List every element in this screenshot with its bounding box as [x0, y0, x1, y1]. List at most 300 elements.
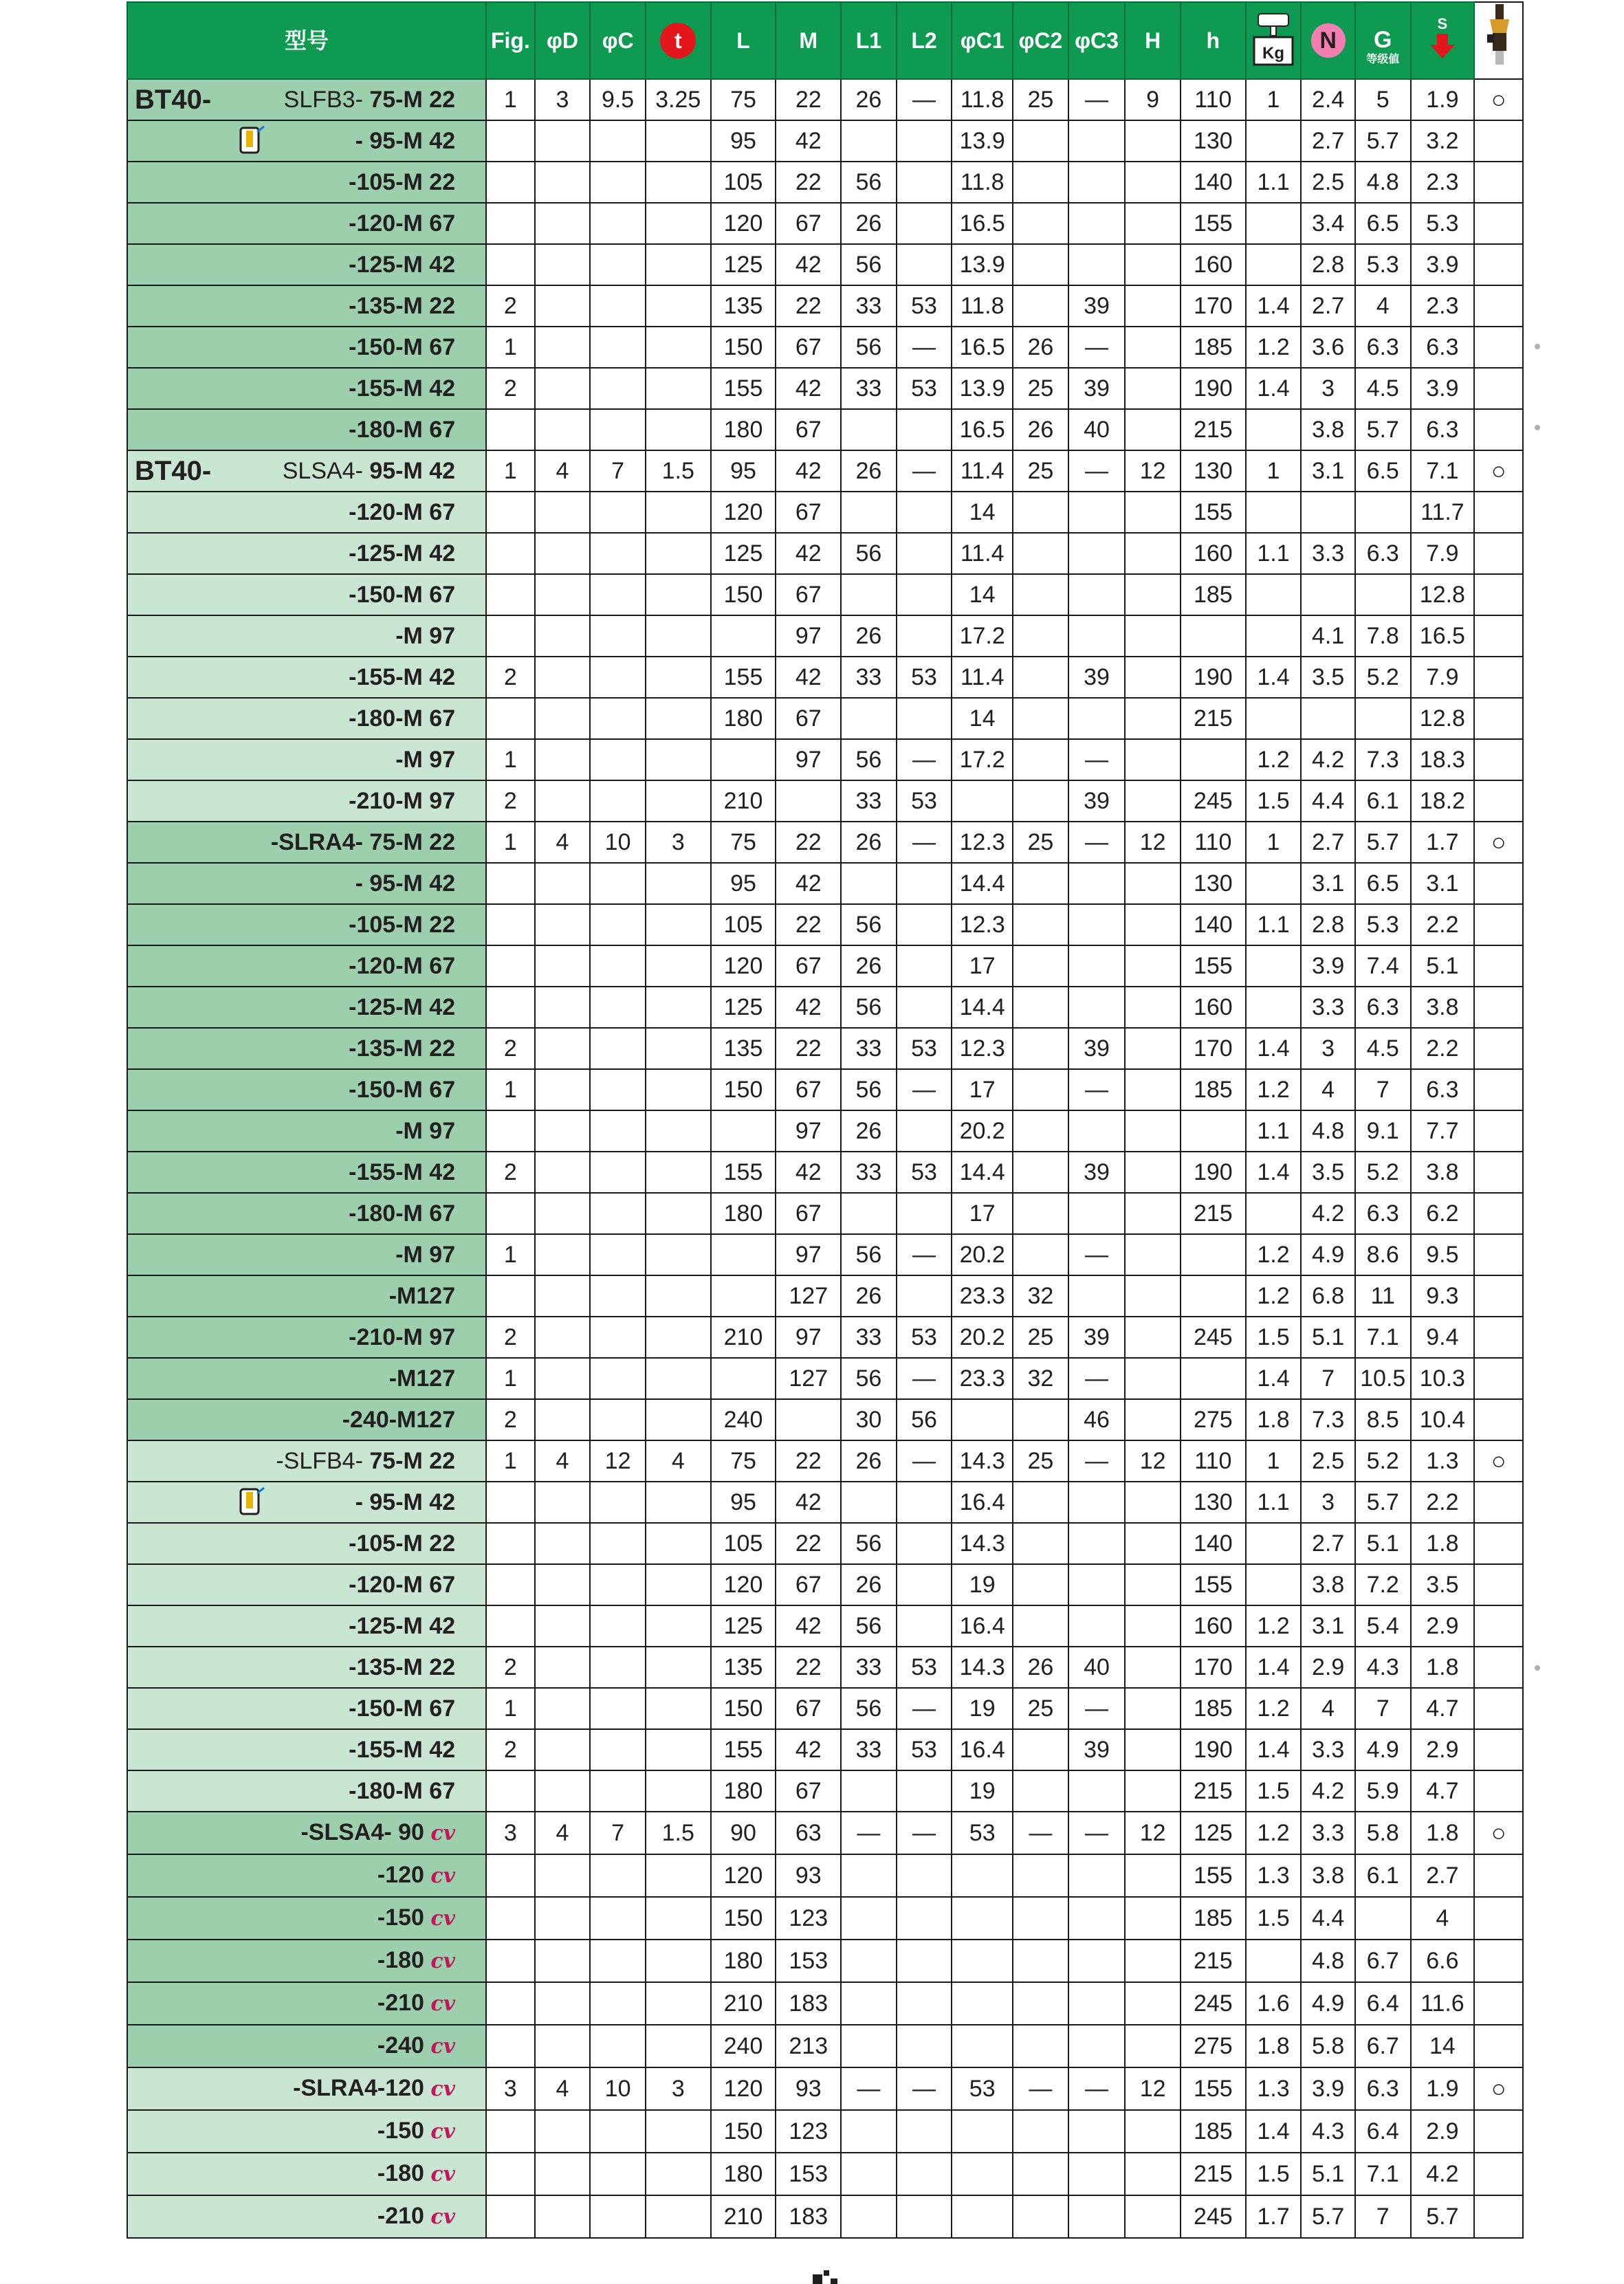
cell-c3: —	[1068, 739, 1126, 780]
cell-l: 75	[711, 1440, 776, 1482]
cell-d	[535, 1482, 591, 1523]
cell-l: 240	[711, 2025, 776, 2067]
cell-g: 5.3	[1355, 244, 1411, 285]
cell-l1	[841, 2110, 897, 2153]
cell-h-upper	[1125, 409, 1181, 450]
cell-c	[590, 1605, 646, 1647]
cell-c3	[1068, 1523, 1126, 1564]
cell-l1: 33	[841, 285, 897, 327]
cell-c2	[1013, 1110, 1068, 1152]
cell-h-lower: 215	[1181, 1940, 1246, 1982]
cell-c	[590, 945, 646, 987]
cell-c	[590, 1234, 646, 1275]
cell-h-lower	[1181, 615, 1246, 657]
cell-l: 180	[711, 2153, 776, 2195]
cell-s: 2.9	[1411, 2110, 1475, 2153]
cell-stock	[1474, 2025, 1523, 2067]
cell-weight: 1.2	[1246, 1688, 1302, 1729]
cell-c1: 16.5	[952, 327, 1013, 368]
margin-dot	[1535, 1665, 1540, 1671]
cell-l2	[897, 2110, 952, 2153]
cell-weight	[1246, 698, 1302, 739]
cell-t	[646, 1982, 711, 2025]
cell-g: 8.6	[1355, 1234, 1411, 1275]
cell-fig	[486, 409, 535, 450]
cell-c	[590, 492, 646, 533]
weight-scale-icon	[1251, 10, 1295, 72]
cell-n: 4.2	[1301, 1193, 1355, 1234]
cell-l2	[897, 1482, 952, 1523]
model-cell: -240-M127	[127, 1399, 486, 1440]
cell-c1: 20.2	[952, 1234, 1013, 1275]
cell-l: 120	[711, 492, 776, 533]
cell-h-upper	[1125, 1317, 1181, 1358]
cell-d	[535, 1729, 591, 1770]
cell-weight: 1.4	[1246, 1358, 1302, 1399]
cell-c2	[1013, 987, 1068, 1028]
model-cell: -155-M 42	[127, 368, 486, 409]
cell-m: 67	[776, 574, 841, 615]
cell-weight	[1246, 244, 1302, 285]
cell-h-upper	[1125, 1564, 1181, 1605]
cell-c2: 25	[1013, 450, 1068, 492]
cell-s: 9.5	[1411, 1234, 1475, 1275]
cell-d	[535, 904, 591, 945]
cell-l	[711, 1234, 776, 1275]
cell-l1: 26	[841, 945, 897, 987]
table-row	[127, 574, 1523, 615]
cell-l2: —	[897, 1234, 952, 1275]
cell-c1: 16.4	[952, 1605, 1013, 1647]
cell-s: 12.8	[1411, 574, 1475, 615]
cell-m: 42	[776, 450, 841, 492]
cell-h-upper	[1125, 945, 1181, 987]
cell-n: 4.8	[1301, 1940, 1355, 1982]
cell-h-lower: 185	[1181, 2110, 1246, 2153]
cell-stock	[1474, 1399, 1523, 1440]
cell-h-lower: 160	[1181, 533, 1246, 574]
cell-stock: ○	[1474, 1812, 1523, 1854]
table-row	[127, 1275, 1523, 1317]
cell-l2: 53	[897, 285, 952, 327]
cell-fig: 2	[486, 1152, 535, 1193]
cell-s: 1.8	[1411, 1523, 1475, 1564]
cell-c3	[1068, 1110, 1126, 1152]
cell-g: 7.1	[1355, 1317, 1411, 1358]
table-body	[127, 79, 1523, 2238]
cell-m: 67	[776, 1688, 841, 1729]
cell-l2	[897, 1193, 952, 1234]
cell-l2: 53	[897, 1152, 952, 1193]
cell-weight: 1.2	[1246, 327, 1302, 368]
cell-t	[646, 863, 711, 904]
cell-h-upper	[1125, 2025, 1181, 2067]
cell-c2	[1013, 2110, 1068, 2153]
cell-g: 4.5	[1355, 368, 1411, 409]
cell-c2: 25	[1013, 822, 1068, 863]
table-row	[127, 1605, 1523, 1647]
cell-l: 150	[711, 1688, 776, 1729]
cell-s: 6.3	[1411, 409, 1475, 450]
cell-c3: —	[1068, 1688, 1126, 1729]
cell-l1	[841, 2153, 897, 2195]
cell-fig: 2	[486, 1317, 535, 1358]
cell-g: 5.8	[1355, 1812, 1411, 1854]
cell-d	[535, 1110, 591, 1152]
cell-c	[590, 1193, 646, 1234]
cell-c1	[952, 1982, 1013, 2025]
cell-c1	[952, 2025, 1013, 2067]
cell-weight: 1.4	[1246, 285, 1302, 327]
cell-stock: ○	[1474, 822, 1523, 863]
cell-h-lower: 190	[1181, 1152, 1246, 1193]
cell-d	[535, 2153, 591, 2195]
cell-c1: 17	[952, 1069, 1013, 1110]
cell-m: 42	[776, 244, 841, 285]
cell-l1: 56	[841, 1688, 897, 1729]
table-row	[127, 2067, 1523, 2110]
cell-c2	[1013, 657, 1068, 698]
model-cell: -120-M 67	[127, 945, 486, 987]
model-cell: - 95-M 42	[127, 120, 486, 162]
cell-weight: 1.2	[1246, 739, 1302, 780]
cell-h-upper	[1125, 1647, 1181, 1688]
cell-g: 10.5	[1355, 1358, 1411, 1399]
cell-l: 95	[711, 120, 776, 162]
spec-table	[127, 1, 1524, 2239]
cell-h-upper	[1125, 120, 1181, 162]
cell-c3: —	[1068, 79, 1126, 120]
model-cell: -180-M 67	[127, 409, 486, 450]
cell-c	[590, 120, 646, 162]
cell-weight: 1.2	[1246, 1812, 1302, 1854]
cell-stock	[1474, 1234, 1523, 1275]
cell-d	[535, 492, 591, 533]
cell-d	[535, 1028, 591, 1069]
cell-h-upper	[1125, 492, 1181, 533]
cell-c	[590, 1028, 646, 1069]
cell-g: 7	[1355, 2195, 1411, 2238]
model-cell: -125-M 42	[127, 1605, 486, 1647]
cell-l2: —	[897, 1358, 952, 1399]
table-row	[127, 945, 1523, 987]
model-cell: -125-M 42	[127, 987, 486, 1028]
cell-stock	[1474, 1854, 1523, 1897]
cell-fig	[486, 1523, 535, 1564]
cell-d: 4	[535, 822, 591, 863]
cell-weight: 1.7	[1246, 2195, 1302, 2238]
col-d: φD	[535, 2, 591, 79]
cell-c3: 46	[1068, 1399, 1126, 1440]
cell-weight: 1.4	[1246, 657, 1302, 698]
cell-l2: —	[897, 739, 952, 780]
cell-h-upper	[1125, 1897, 1181, 1940]
cell-stock	[1474, 698, 1523, 739]
cell-l1: —	[841, 1812, 897, 1854]
cell-s: 18.2	[1411, 780, 1475, 822]
cell-h-upper	[1125, 2110, 1181, 2153]
cell-t	[646, 1897, 711, 1940]
margin-dot	[1535, 425, 1540, 430]
cell-l2	[897, 945, 952, 987]
cell-c	[590, 162, 646, 203]
cell-fig	[486, 1482, 535, 1523]
model-cell: -180 cv	[127, 2153, 486, 2195]
cell-stock	[1474, 368, 1523, 409]
cell-c1: 20.2	[952, 1110, 1013, 1152]
cell-fig: 2	[486, 657, 535, 698]
cell-c2	[1013, 904, 1068, 945]
cell-c2	[1013, 1482, 1068, 1523]
cell-m: 153	[776, 2153, 841, 2195]
cell-h-upper	[1125, 203, 1181, 244]
cell-h-lower: 110	[1181, 822, 1246, 863]
cell-c2: 32	[1013, 1358, 1068, 1399]
cell-n	[1301, 574, 1355, 615]
cell-weight: 1	[1246, 450, 1302, 492]
cell-g: 5.7	[1355, 409, 1411, 450]
cell-l1	[841, 2195, 897, 2238]
cell-fig	[486, 2025, 535, 2067]
cell-g: 11	[1355, 1275, 1411, 1317]
cell-c3: —	[1068, 1440, 1126, 1482]
cell-d: 4	[535, 1440, 591, 1482]
cell-c2	[1013, 1193, 1068, 1234]
cell-c1: 17.2	[952, 615, 1013, 657]
cell-c: 12	[590, 1440, 646, 1482]
cell-fig	[486, 987, 535, 1028]
cell-l: 75	[711, 79, 776, 120]
model-cell: -120-M 67	[127, 203, 486, 244]
cell-c	[590, 1482, 646, 1523]
model-cell: -180-M 67	[127, 698, 486, 739]
model-cell: -SLSA4- 90 cv	[127, 1812, 486, 1854]
model-cell: -105-M 22	[127, 904, 486, 945]
cell-l1: 56	[841, 533, 897, 574]
cell-c2	[1013, 1069, 1068, 1110]
cell-stock: ○	[1474, 79, 1523, 120]
cell-d	[535, 203, 591, 244]
cell-g: 5.9	[1355, 1770, 1411, 1812]
cell-m	[776, 1399, 841, 1440]
cell-c2	[1013, 1897, 1068, 1940]
cell-fig: 2	[486, 1399, 535, 1440]
cell-g: 5.2	[1355, 1440, 1411, 1482]
cell-t	[646, 739, 711, 780]
cell-h-upper: 12	[1125, 822, 1181, 863]
cell-d	[535, 1193, 591, 1234]
cell-l1: 56	[841, 987, 897, 1028]
cell-s: 6.3	[1411, 1069, 1475, 1110]
cell-g: 6.3	[1355, 533, 1411, 574]
cell-g	[1355, 1897, 1411, 1940]
cell-c3	[1068, 904, 1126, 945]
cell-l2: —	[897, 1812, 952, 1854]
cell-n: 3.8	[1301, 1854, 1355, 1897]
cell-h-upper	[1125, 2195, 1181, 2238]
n-badge-icon: N	[1311, 23, 1346, 58]
table-row	[127, 1358, 1523, 1399]
cell-l2	[897, 904, 952, 945]
cell-l: 210	[711, 2195, 776, 2238]
cell-n: 7	[1301, 1358, 1355, 1399]
cell-t	[646, 1729, 711, 1770]
cell-n: 2.7	[1301, 120, 1355, 162]
cell-h-upper	[1125, 904, 1181, 945]
cell-weight	[1246, 615, 1302, 657]
model-cell: BT40- SLFB3- 75-M 22	[127, 79, 486, 120]
cell-l2	[897, 2153, 952, 2195]
cell-h-lower: 110	[1181, 79, 1246, 120]
cell-c2: —	[1013, 2067, 1068, 2110]
cell-l2	[897, 409, 952, 450]
cell-c3: 39	[1068, 285, 1126, 327]
cell-l1	[841, 698, 897, 739]
cell-stock	[1474, 1729, 1523, 1770]
cell-c3	[1068, 615, 1126, 657]
cell-c: 7	[590, 1812, 646, 1854]
cell-l2	[897, 1523, 952, 1564]
cell-s: 7.9	[1411, 657, 1475, 698]
cell-s: 18.3	[1411, 739, 1475, 780]
cell-h-lower	[1181, 739, 1246, 780]
cell-c1: 17	[952, 945, 1013, 987]
cell-stock	[1474, 780, 1523, 822]
cell-t	[646, 368, 711, 409]
cell-c3	[1068, 2195, 1126, 2238]
cell-fig: 2	[486, 780, 535, 822]
cell-l: 120	[711, 1564, 776, 1605]
model-cell: -150-M 67	[127, 1069, 486, 1110]
page-mark-icon	[811, 2269, 839, 2284]
cell-h-upper	[1125, 1028, 1181, 1069]
cell-c1: 16.4	[952, 1729, 1013, 1770]
cell-l: 150	[711, 327, 776, 368]
col-h-lower: h	[1181, 2, 1246, 79]
cell-s: 3.2	[1411, 120, 1475, 162]
cell-weight: 1.2	[1246, 1069, 1302, 1110]
table-row	[127, 409, 1523, 450]
cell-l1	[841, 1982, 897, 2025]
cell-l2: 56	[897, 1399, 952, 1440]
cell-fig	[486, 1982, 535, 2025]
cell-c2	[1013, 533, 1068, 574]
model-cell: -135-M 22	[127, 1647, 486, 1688]
cell-t	[646, 533, 711, 574]
cell-l2	[897, 615, 952, 657]
col-m: M	[776, 2, 841, 79]
cell-weight: 1.5	[1246, 780, 1302, 822]
cell-l2: —	[897, 79, 952, 120]
cell-l: 180	[711, 1193, 776, 1234]
model-cell: -180-M 67	[127, 1770, 486, 1812]
cell-c2	[1013, 2025, 1068, 2067]
cell-m: 22	[776, 162, 841, 203]
cell-n: 4.9	[1301, 1234, 1355, 1275]
cell-h-lower: 185	[1181, 1897, 1246, 1940]
cell-n: 3.9	[1301, 2067, 1355, 2110]
cell-h-lower: 185	[1181, 1688, 1246, 1729]
cell-t: 3	[646, 2067, 711, 2110]
cell-l1: 56	[841, 904, 897, 945]
cell-m: 67	[776, 1564, 841, 1605]
cell-l2: —	[897, 822, 952, 863]
cell-s: 12.8	[1411, 698, 1475, 739]
cell-t	[646, 1854, 711, 1897]
cell-h-upper	[1125, 1605, 1181, 1647]
cell-d	[535, 1358, 591, 1399]
cell-c2	[1013, 244, 1068, 285]
cell-s: 2.2	[1411, 904, 1475, 945]
cell-c1: 14.4	[952, 987, 1013, 1028]
cell-d	[535, 1523, 591, 1564]
cell-g: 6.7	[1355, 2025, 1411, 2067]
cell-stock	[1474, 1317, 1523, 1358]
cell-h-upper	[1125, 1152, 1181, 1193]
cell-fig: 3	[486, 2067, 535, 2110]
table-row	[127, 1647, 1523, 1688]
cell-n: 3.4	[1301, 203, 1355, 244]
cell-l2	[897, 1982, 952, 2025]
cell-c3: —	[1068, 1358, 1126, 1399]
cell-d	[535, 2110, 591, 2153]
cell-n: 4.3	[1301, 2110, 1355, 2153]
cell-weight: 1.1	[1246, 904, 1302, 945]
table-row	[127, 533, 1523, 574]
cell-stock	[1474, 1940, 1523, 1982]
col-weight	[1246, 2, 1302, 79]
cell-weight	[1246, 409, 1302, 450]
col-l: L	[711, 2, 776, 79]
cell-n: 4.8	[1301, 1110, 1355, 1152]
cell-h-lower: 155	[1181, 1854, 1246, 1897]
cell-fig	[486, 1854, 535, 1897]
cell-l: 95	[711, 450, 776, 492]
table-row	[127, 1482, 1523, 1523]
cell-h-upper: 12	[1125, 2067, 1181, 2110]
cell-n: 3	[1301, 1028, 1355, 1069]
cell-c3	[1068, 1605, 1126, 1647]
cell-h-lower: 170	[1181, 285, 1246, 327]
cell-l1	[841, 409, 897, 450]
cell-c	[590, 1275, 646, 1317]
cell-m: 67	[776, 698, 841, 739]
cell-weight: 1.1	[1246, 1110, 1302, 1152]
holder-tool-icon	[1482, 3, 1516, 66]
cell-c3	[1068, 945, 1126, 987]
cell-weight: 1.4	[1246, 1152, 1302, 1193]
cell-l1: 33	[841, 780, 897, 822]
cell-c	[590, 2195, 646, 2238]
cell-d	[535, 120, 591, 162]
cell-h-lower: 125	[1181, 1812, 1246, 1854]
cell-c	[590, 1358, 646, 1399]
cell-h-lower: 170	[1181, 1028, 1246, 1069]
cell-l2	[897, 863, 952, 904]
cell-l1	[841, 492, 897, 533]
cell-n: 3.3	[1301, 987, 1355, 1028]
cell-stock	[1474, 285, 1523, 327]
cell-m: 22	[776, 1028, 841, 1069]
cell-l: 180	[711, 1770, 776, 1812]
cell-t	[646, 244, 711, 285]
cell-c2: 25	[1013, 1317, 1068, 1358]
cell-stock	[1474, 987, 1523, 1028]
cell-s: 14	[1411, 2025, 1475, 2067]
cell-d	[535, 409, 591, 450]
cell-h-lower: 160	[1181, 1605, 1246, 1647]
cell-n: 2.5	[1301, 162, 1355, 203]
